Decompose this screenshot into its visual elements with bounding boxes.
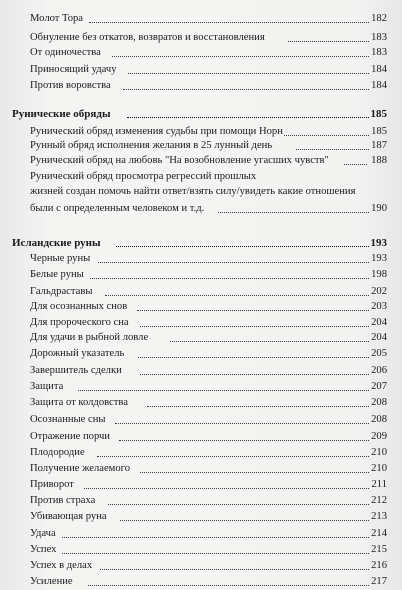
toc-entry-page: 211 (371, 479, 387, 490)
toc-leader-dots (78, 390, 369, 391)
toc-entry-title: Дорожный указатель (30, 348, 125, 359)
toc-leader-dots (90, 278, 369, 279)
toc-leader-dots (123, 89, 369, 90)
toc-entry-title: Получение желаемого (30, 463, 131, 474)
toc-entry-page: 183 (371, 47, 387, 58)
toc-entry-page: 204 (371, 332, 387, 343)
toc-leader-dots (100, 569, 369, 570)
toc-leader-dots (62, 553, 369, 554)
toc-leader-dots (140, 374, 369, 375)
toc-entry-page: 214 (371, 528, 387, 539)
toc-leader-dots (128, 73, 369, 74)
toc-entry-title: Убивающая руна (30, 511, 107, 522)
toc-entry-title: Защита (30, 381, 64, 392)
toc-entry-title: Приворот (30, 479, 74, 490)
toc-entry-title: Успех (30, 544, 57, 555)
toc-leader-dots (147, 406, 369, 407)
toc-entry-page: 188 (371, 155, 387, 166)
toc-entry-page: 203 (371, 301, 387, 312)
toc-entry-page: 205 (371, 348, 387, 359)
toc-entry-title: Успех в делах (30, 560, 93, 571)
toc-leader-dots (119, 440, 369, 441)
toc-entry-page: 187 (371, 140, 387, 151)
toc-leader-dots (127, 117, 369, 118)
toc-leader-dots (115, 423, 369, 424)
toc-leader-dots (140, 472, 369, 473)
toc-leader-dots (288, 41, 369, 42)
toc-leader-dots (137, 310, 369, 311)
toc-entry-page: 202 (371, 286, 387, 297)
toc-section-title: Рунические обряды (12, 108, 111, 120)
toc-entry-page: 198 (371, 269, 387, 280)
toc-entry-title: Против страха (30, 495, 96, 506)
toc-leader-dots (108, 504, 369, 505)
toc-leader-dots (138, 357, 369, 358)
toc-entry-page: 208 (371, 414, 387, 425)
toc-entry-title: Рунный обряд исполнения желания в 25 лунный день (30, 140, 273, 151)
toc-entry-title: Рунический обряд на любовь "На возобновление угасших чувств" (30, 155, 329, 166)
toc-entry-title: Молот Тора (30, 13, 84, 24)
toc-entry-multiline-line1: Рунический обряд просмотра регрессий прошлых (30, 171, 257, 182)
toc-leader-dots (170, 341, 369, 342)
toc-leader-dots (89, 22, 369, 23)
toc-leader-dots (140, 326, 369, 327)
toc-entry-multiline-line2: жизней создан помочь найти ответ/взять силу/увидеть какие отношения (30, 186, 356, 197)
toc-leader-dots (120, 520, 369, 521)
toc-entry-title: Защита от колдовства (30, 397, 128, 408)
toc-leader-dots (98, 262, 369, 263)
toc-entry-title: Против воровства (30, 80, 111, 91)
toc-entry-page: 184 (371, 80, 387, 91)
toc-entry-title: Осознанные сны (30, 414, 106, 425)
toc-entry-page: 210 (371, 447, 387, 458)
toc-entry-page: 193 (371, 253, 387, 264)
toc-entry-page: 212 (371, 495, 387, 506)
toc-entry-title: Обнуление без откатов, возвратов и восстановления (30, 32, 265, 43)
toc-section-page: 185 (370, 108, 387, 120)
toc-entry-title: Для пророческого сна (30, 317, 129, 328)
toc-section-page: 193 (370, 237, 387, 249)
toc-entry-title: Рунический обряд изменения судьбы при помощи Норн (30, 126, 283, 137)
toc-leader-dots (84, 488, 369, 489)
toc-entry-page: 217 (371, 576, 387, 587)
toc-leader-dots (218, 212, 369, 213)
toc-entry-page: 182 (371, 13, 387, 24)
toc-leader-dots (344, 164, 367, 165)
toc-entry-page: 213 (371, 511, 387, 522)
toc-entry-title: От одиночества (30, 47, 101, 58)
toc-leader-dots (296, 149, 369, 150)
toc-entry-title: Приносящий удачу (30, 64, 117, 75)
toc-entry-title: Усиление (30, 576, 73, 587)
toc-entry-page: 190 (371, 203, 387, 214)
toc-entry-title: Белые руны (30, 269, 84, 280)
toc-leader-dots (88, 585, 369, 586)
toc-entry-page: 204 (371, 317, 387, 328)
toc-entry-title: были с определенным человеком и т.д. (30, 203, 205, 214)
toc-entry-title: Черные руны (30, 253, 91, 264)
toc-entry-page: 207 (371, 381, 387, 392)
toc-leader-dots (105, 295, 369, 296)
toc-entry-page: 216 (371, 560, 387, 571)
toc-leader-dots (112, 56, 369, 57)
toc-entry-page: 206 (371, 365, 387, 376)
toc-section-title: Исландские руны (12, 237, 101, 249)
toc-leader-dots (116, 246, 369, 247)
toc-leader-dots (284, 135, 369, 136)
toc-entry-page: 209 (371, 431, 387, 442)
toc-entry-title: Для удачи в рыбной ловле (30, 332, 149, 343)
toc-entry-title: Отражение порчи (30, 431, 110, 442)
toc-entry-title: Удача (30, 528, 56, 539)
toc-leader-dots (62, 537, 369, 538)
toc-entry-title: Для осознанных снов (30, 301, 128, 312)
toc-entry-page: 215 (371, 544, 387, 555)
toc-entry-page: 183 (371, 32, 387, 43)
toc-entry-page: 210 (371, 463, 387, 474)
toc-entry-title: Гальдраставы (30, 286, 93, 297)
toc-entry-title: Плодородие (30, 447, 85, 458)
toc-entry-page: 185 (371, 126, 387, 137)
toc-entry-title: Завершитель сделки (30, 365, 122, 376)
toc-entry-page: 184 (371, 64, 387, 75)
toc-leader-dots (97, 456, 369, 457)
toc-entry-page: 208 (371, 397, 387, 408)
